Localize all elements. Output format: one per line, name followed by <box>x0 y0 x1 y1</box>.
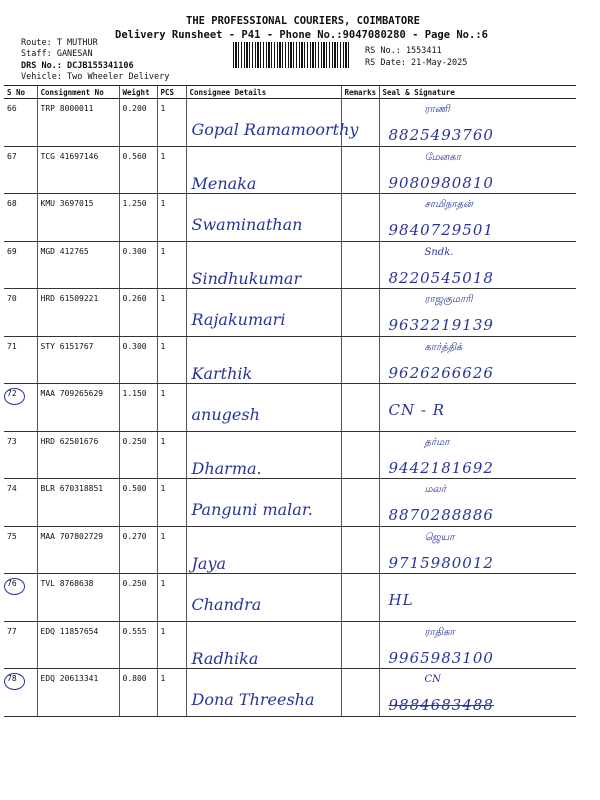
signature-mark: கார்த்திக் <box>424 341 463 353</box>
table-header-row <box>4 86 576 99</box>
table-row <box>4 574 576 622</box>
cell-pcs: 1 <box>157 621 186 669</box>
staff: Staff: GANESAN <box>21 49 93 59</box>
col-signature: Seal & Signature <box>379 86 576 99</box>
cell-sno <box>4 479 37 527</box>
serial-number: 73 <box>7 436 17 446</box>
cell-consignment: TVL 8768638 <box>37 574 119 622</box>
cell-remarks <box>341 384 379 432</box>
cell-signature <box>379 336 576 384</box>
cell-pcs: 1 <box>157 479 186 527</box>
drs-number: DRS No.: DCJB155341106 <box>21 61 134 71</box>
cell-signature <box>379 526 576 574</box>
signature-mark: ராதிகா <box>424 626 455 638</box>
cell-pcs: 1 <box>157 146 186 194</box>
cell-signature <box>379 146 576 194</box>
col-consignment: Consignment No <box>37 86 119 99</box>
table-row <box>4 194 576 242</box>
cell-remarks <box>341 289 379 337</box>
cell-remarks <box>341 146 379 194</box>
signature-phone: HL <box>388 591 414 609</box>
cell-consignment: BLR 670318851 <box>37 479 119 527</box>
cell-consignee <box>186 146 341 194</box>
cell-weight: 0.555 <box>119 621 157 669</box>
serial-number: 76 <box>7 579 17 588</box>
cell-sno <box>4 526 37 574</box>
cell-consignee <box>186 194 341 242</box>
table-row <box>4 431 576 479</box>
consignee-name: Dona Threesha <box>191 690 315 709</box>
serial-number: 78 <box>7 674 17 683</box>
cell-pcs: 1 <box>157 526 186 574</box>
cell-remarks <box>341 431 379 479</box>
table-row <box>4 336 576 384</box>
signature-phone: 9632219139 <box>388 316 494 334</box>
cell-remarks <box>341 526 379 574</box>
cell-consignment: MAA 709265629 <box>37 384 119 432</box>
cell-consignee <box>186 336 341 384</box>
cell-remarks <box>341 479 379 527</box>
consignee-name: Panguni malar. <box>191 500 313 519</box>
cell-weight: 0.560 <box>119 146 157 194</box>
cell-weight: 0.300 <box>119 241 157 289</box>
consignee-name: Swaminathan <box>191 215 303 234</box>
signature-mark: தர்மா <box>424 436 450 448</box>
serial-number: 71 <box>7 341 17 351</box>
signature-phone: 8870288886 <box>388 506 494 524</box>
cell-signature <box>379 384 576 432</box>
cell-weight: 0.300 <box>119 336 157 384</box>
cell-weight: 0.250 <box>119 574 157 622</box>
cell-weight: 0.250 <box>119 431 157 479</box>
cell-consignment: EDQ 11857654 <box>37 621 119 669</box>
serial-number: 68 <box>7 199 17 208</box>
table-row <box>4 669 576 717</box>
cell-sno <box>4 289 37 337</box>
cell-pcs: 1 <box>157 669 186 717</box>
title-line-2: Delivery Runsheet - P41 - Phone No.:9047080280 - Page No.:6 <box>115 29 488 41</box>
cell-remarks <box>341 621 379 669</box>
cell-consignee <box>186 479 341 527</box>
cell-pcs: 1 <box>157 431 186 479</box>
signature-phone: 9442181692 <box>388 458 494 477</box>
cell-sno <box>4 241 37 289</box>
cell-weight: 0.500 <box>119 479 157 527</box>
consignee-name: Sindhukumar <box>191 268 302 288</box>
runsheet-table <box>4 85 576 717</box>
rs-date: RS Date: 21-May-2025 <box>365 58 468 68</box>
cell-sno <box>4 574 37 622</box>
cell-sno <box>4 99 37 147</box>
col-remarks: Remarks <box>341 86 379 99</box>
cell-pcs: 1 <box>157 384 186 432</box>
circle-mark <box>4 578 25 595</box>
cell-sno <box>4 431 37 479</box>
cell-consignee <box>186 384 341 432</box>
consignee-name: Rajakumari <box>191 310 286 329</box>
table-row <box>4 146 576 194</box>
signature-phone: 9965983100 <box>388 648 494 667</box>
cell-pcs: 1 <box>157 289 186 337</box>
signature-phone: 8825493760 <box>388 126 494 144</box>
cell-weight: 0.800 <box>119 669 157 717</box>
signature-mark: சாமிநாதன் <box>424 199 473 210</box>
serial-number: 77 <box>7 626 17 636</box>
cell-pcs: 1 <box>157 241 186 289</box>
cell-consignment: EDQ 20613341 <box>37 669 119 717</box>
cell-consignment: TCG 41697146 <box>37 146 119 194</box>
signature-mark: மலர் <box>424 484 447 495</box>
rs-number: RS No.: 1553411 <box>365 46 442 56</box>
cell-sno <box>4 146 37 194</box>
cell-sno <box>4 194 37 242</box>
cell-consignee <box>186 289 341 337</box>
cell-consignment: HRD 61509221 <box>37 289 119 337</box>
table-row <box>4 621 576 669</box>
serial-number: 74 <box>7 484 17 493</box>
cell-consignment: MAA 707802729 <box>37 526 119 574</box>
cell-signature <box>379 479 576 527</box>
cell-signature <box>379 621 576 669</box>
table-row <box>4 99 576 147</box>
col-sno: S No <box>4 86 37 99</box>
cell-signature <box>379 194 576 242</box>
signature-mark: ஜெயா <box>424 531 455 543</box>
col-consignee: Consignee Details <box>186 86 341 99</box>
signature-phone: 9080980810 <box>388 173 494 192</box>
cell-consignment: MGD 412765 <box>37 241 119 289</box>
serial-number: 75 <box>7 531 17 541</box>
consignee-name: Radhika <box>191 648 259 668</box>
cell-remarks <box>341 574 379 622</box>
col-weight: Weight <box>119 86 157 99</box>
cell-remarks <box>341 336 379 384</box>
cell-pcs: 1 <box>157 574 186 622</box>
signature-mark: ராஜகுமாரி <box>424 294 473 305</box>
cell-consignee <box>186 526 341 574</box>
table-row <box>4 241 576 289</box>
serial-number: 70 <box>7 294 17 303</box>
signature-phone: 9626266626 <box>388 363 494 382</box>
cell-remarks <box>341 669 379 717</box>
title-line-1: THE PROFESSIONAL COURIERS, COIMBATORE <box>186 15 420 27</box>
table-row <box>4 526 576 574</box>
cell-consignment: STY 6151767 <box>37 336 119 384</box>
cell-weight: 0.200 <box>119 99 157 147</box>
cell-weight: 1.150 <box>119 384 157 432</box>
barcode <box>233 42 351 68</box>
consignee-name: Gopal Ramamoorthy <box>191 120 359 139</box>
table-row <box>4 384 576 432</box>
cell-sno <box>4 384 37 432</box>
signature-phone: CN - R <box>388 401 446 419</box>
consignee-name: Dharma. <box>191 458 262 478</box>
table-row <box>4 289 576 337</box>
cell-consignee <box>186 669 341 717</box>
serial-number: 69 <box>7 246 17 256</box>
signature-phone: 8220545018 <box>388 268 494 287</box>
consignee-name: Chandra <box>191 595 262 614</box>
cell-consignment: HRD 62501676 <box>37 431 119 479</box>
cell-pcs: 1 <box>157 336 186 384</box>
consignee-name: Menaka <box>191 173 257 193</box>
cell-consignee <box>186 574 341 622</box>
cell-consignee <box>186 241 341 289</box>
consignee-name: Jaya <box>191 553 227 573</box>
col-pcs: PCS <box>157 86 186 99</box>
route: Route: T MUTHUR <box>21 38 98 48</box>
cell-weight: 0.260 <box>119 289 157 337</box>
cell-consignee <box>186 431 341 479</box>
signature-phone: 9715980012 <box>388 553 494 572</box>
cell-pcs: 1 <box>157 99 186 147</box>
cell-signature <box>379 431 576 479</box>
cell-sno <box>4 621 37 669</box>
cell-pcs: 1 <box>157 194 186 242</box>
table-row <box>4 479 576 527</box>
cell-sno <box>4 669 37 717</box>
consignee-name: anugesh <box>191 405 260 424</box>
cell-signature <box>379 574 576 622</box>
signature-phone: 9840729501 <box>388 221 494 239</box>
cell-consignment: KMU 3697015 <box>37 194 119 242</box>
serial-number: 66 <box>7 104 17 113</box>
consignee-name: Karthik <box>191 363 253 383</box>
serial-number: 67 <box>7 151 17 161</box>
signature-mark: ராணி <box>424 104 450 115</box>
cell-signature <box>379 99 576 147</box>
signature-mark: மேனகா <box>424 151 461 163</box>
cell-sno <box>4 336 37 384</box>
cell-weight: 1.250 <box>119 194 157 242</box>
cell-signature <box>379 241 576 289</box>
cell-signature <box>379 669 576 717</box>
signature-mark: Sndk. <box>424 246 454 258</box>
vehicle: Vehicle: Two Wheeler Delivery <box>21 72 170 82</box>
signature-phone: 9884683488 <box>388 696 494 714</box>
cell-consignment: TRP 8000011 <box>37 99 119 147</box>
cell-signature <box>379 289 576 337</box>
circle-mark <box>4 673 25 690</box>
circle-mark <box>4 388 25 405</box>
cell-consignee <box>186 621 341 669</box>
cell-remarks <box>341 241 379 289</box>
cell-consignee <box>186 99 359 147</box>
cell-remarks <box>341 194 379 242</box>
cell-weight: 0.270 <box>119 526 157 574</box>
signature-mark: CN <box>424 674 441 685</box>
serial-number: 72 <box>7 389 17 398</box>
